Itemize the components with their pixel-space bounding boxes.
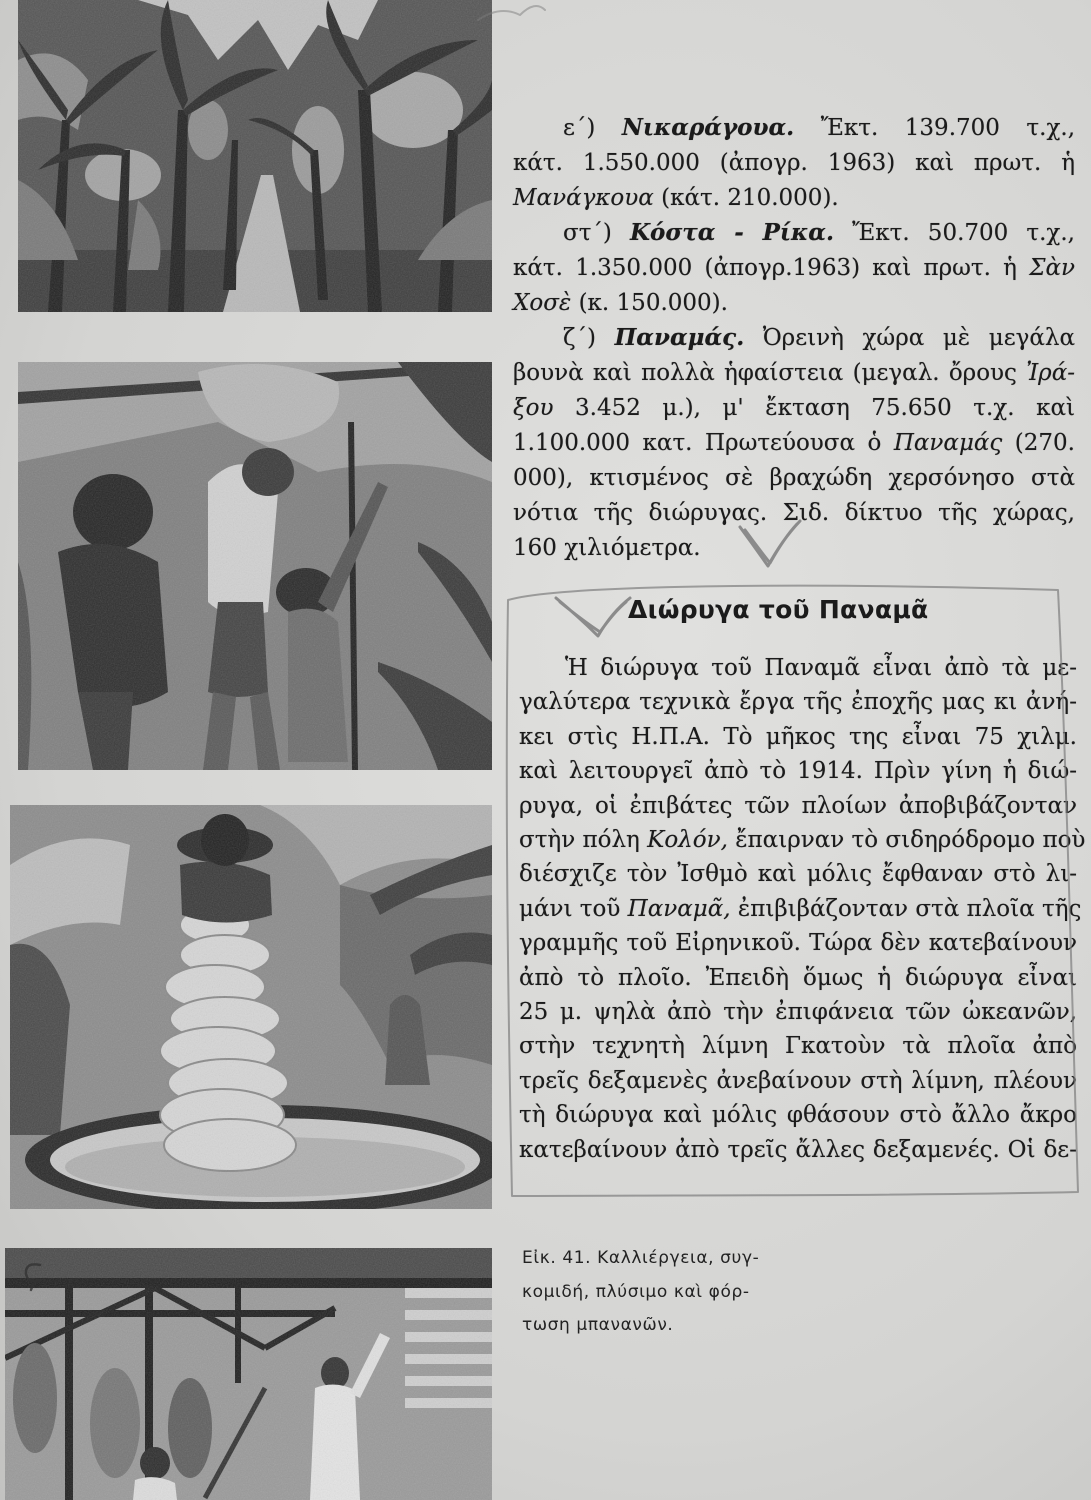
photo-banana-carrying: [18, 362, 492, 770]
text-line: 160 χιλιόμετρα.: [513, 535, 701, 561]
emphasized-term: Παναμᾶ,: [627, 896, 731, 922]
text-run: στὴν πόλη: [519, 827, 648, 853]
text-line: [513, 181, 1075, 215]
text-line: κει στὶς Η.Π.Α. Τὸ μῆκος της εἶναι 75 χιλμ.: [519, 724, 1077, 750]
text-run: (κάτ. 210.000).: [653, 185, 839, 211]
text-line: 000), κτισμένος σὲ βραχώδη χερσόνησο στὰ: [513, 465, 1075, 491]
text-line: [513, 391, 1075, 425]
photo-banana-grove: [18, 0, 492, 312]
text-line: [563, 216, 1075, 250]
text-run: Ἔκτ. 50.700 τ.χ.,: [834, 220, 1075, 246]
caption-line: Εἰκ. 41. Καλλιέργεια, συγ-: [522, 1248, 760, 1268]
list-marker: στ΄): [563, 220, 631, 246]
photo-banana-loading: [5, 1248, 492, 1500]
text-line: ρυγα, οἱ ἐπιβάτες τῶν πλοίων ἀποβιβάζονταν: [519, 793, 1077, 819]
text-line: καὶ λειτουργεῖ ἀπὸ τὸ 1914. Πρὶν γίνη ἡ διώ-: [519, 758, 1077, 784]
text-run: 3.452 μ.), μ' ἔκταση 75.650 τ.χ. καὶ: [553, 395, 1075, 421]
text-run: ἐπιβιβάζονταν στὰ πλοῖα τῆς: [730, 896, 1082, 922]
text-run: βουνὰ καὶ πολλὰ ἡφαίστεια (μεγαλ. ὄρους: [513, 360, 1027, 386]
text-run: ἔπαιρναν τὸ σιδηρόδρομο ποὺ: [727, 827, 1086, 853]
text-line: ἀπὸ τὸ πλοῖο. Ἐπειδὴ ὅμως ἡ διώρυγα εἶναι: [519, 965, 1077, 991]
text-line: [563, 321, 1075, 355]
text-run: (κ. 150.000).: [571, 290, 728, 316]
pencil-checkmark: [556, 598, 630, 636]
text-line: γαλύτερα τεχνικὰ ἔργα τῆς ἐποχῆς μας κι ἀνή-: [519, 689, 1077, 715]
text-line: [513, 251, 1075, 285]
emphasized-term: ξου: [513, 395, 554, 421]
text-run: μάνι τοῦ: [519, 896, 628, 922]
emphasized-term: Μανάγκουα: [513, 185, 654, 211]
text-line: [513, 286, 1075, 320]
text-line: νότια τῆς διώρυγας. Σιδ. δίκτυο τῆς χώρας,: [513, 500, 1075, 526]
text-line: κατεβαίνουν ἀπὸ τρεῖς ἄλλες δεξαμενές. Οἱ δε-: [519, 1137, 1077, 1163]
text-line: Ἡ διώρυγα τοῦ Παναμᾶ εἶναι ἀπὸ τὰ με-: [565, 655, 1077, 681]
text-line: [513, 426, 1075, 460]
text-line: [513, 356, 1075, 390]
emphasized-term: Σὰν: [1029, 255, 1075, 281]
text-run: κάτ. 1.350.000 (ἀπογρ.1963) καὶ πρωτ. ἡ: [513, 255, 1030, 281]
text-line: κάτ. 1.550.000 (ἀπογρ. 1963) καὶ πρωτ. ἡ: [513, 150, 1075, 176]
emphasized-term: Κολόν,: [647, 827, 728, 853]
text-line: στὴν τεχνητὴ λίμνη Γκατοὺν τὰ πλοῖα ἀπὸ: [519, 1033, 1077, 1059]
emphasized-term: Χοσὲ: [513, 290, 572, 316]
text-line: [519, 892, 1082, 926]
text-line: [563, 111, 1075, 145]
text-line: τὴ διώρυγα καὶ μόλις φθάσουν στὸ ἄλλο ἄκρο: [519, 1102, 1077, 1128]
list-marker: ζ΄): [563, 325, 615, 351]
country-name: Νικαράγουα.: [621, 114, 795, 141]
text-run: (270.: [1002, 430, 1075, 456]
text-run: 1.100.000 κατ. Πρωτεύουσα ὁ: [513, 430, 894, 456]
emphasized-term: Ἰρά-: [1026, 360, 1075, 386]
list-marker: ε΄): [563, 115, 622, 141]
text-line: τρεῖς δεξαμενὲς ἀνεβαίνουν στὴ λίμνη, πλέουν: [519, 1068, 1077, 1094]
emphasized-term: Παναμάς: [893, 430, 1003, 456]
country-name: Παναμάς.: [614, 324, 745, 351]
section-heading: Διώρυγα τοῦ Παναμᾶ: [628, 595, 929, 624]
text-line: 25 μ. ψηλὰ ἀπὸ τὴν ἐπιφάνεια τῶν ὠκεανῶν,: [519, 999, 1077, 1025]
text-run: Ὀρεινὴ χώρα μὲ μεγάλα: [744, 325, 1076, 351]
country-name: Κόστα - Ρίκα.: [630, 219, 834, 246]
caption-line: κομιδή, πλύσιμο καὶ φόρ-: [522, 1282, 750, 1302]
text-line: [519, 823, 1086, 857]
text-line: γραμμῆς τοῦ Εἰρηνικοῦ. Τώρα δὲν κατεβαίνουν: [519, 930, 1077, 956]
photo-banana-washing: [10, 805, 492, 1209]
text-run: Ἔκτ. 139.700 τ.χ.,: [794, 115, 1076, 141]
text-line: διέσχιζε τὸν Ἰσθμὸ καὶ μόλις ἔφθαναν στὸ λι-: [519, 861, 1077, 887]
caption-line: τωση μπανανῶν.: [522, 1315, 674, 1335]
